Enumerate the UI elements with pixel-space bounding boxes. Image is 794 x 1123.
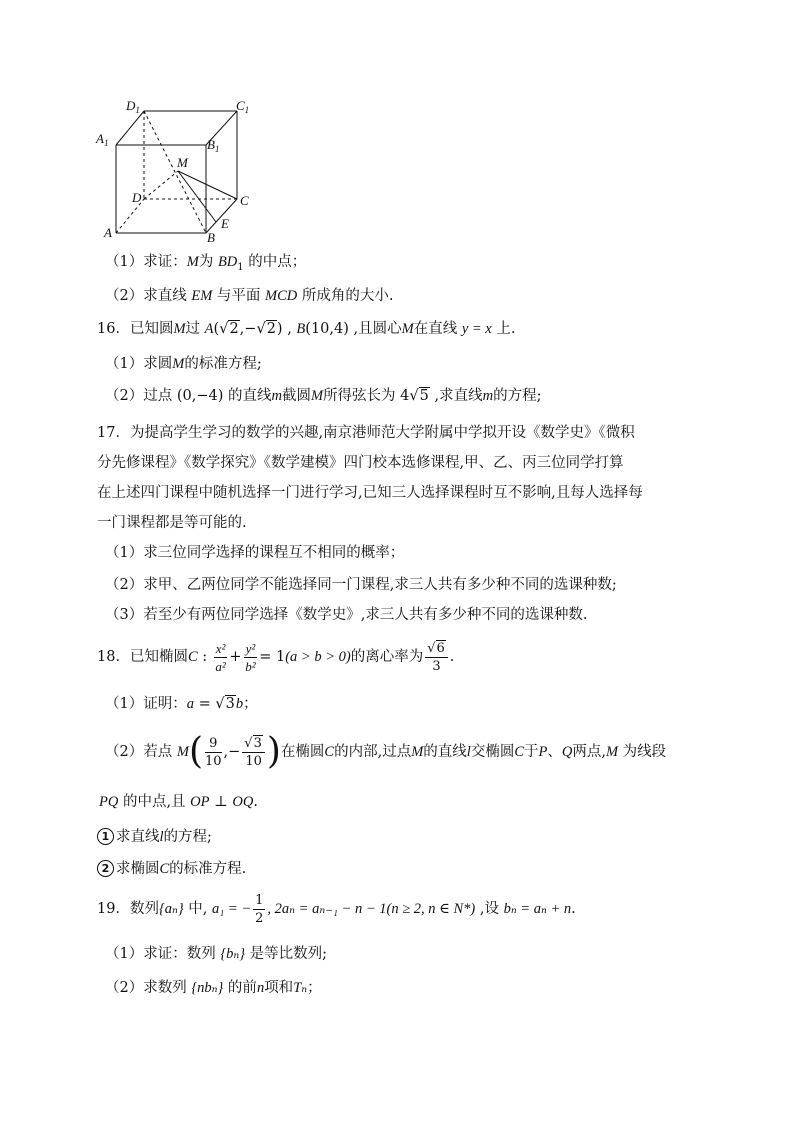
label-C1: $C_1$ [236,98,250,115]
q19-part2: （2）求数列 {nbₙ} 的前n项和Tₙ； [105,980,322,996]
cube-figure [92,95,262,245]
q17-part1: （1）求三位同学选择的课程互不相同的概率； [105,545,405,561]
frac-sqrt3-10: $\frac{√3}{10}$ [242,735,265,770]
q15-part1: （1）求证：M为 $BD_1$ 的中点； [105,254,307,273]
q19-stem: 19．数列{aₙ} 中, a₁ = − $\frac{1}{2}$ , 2aₙ = aₙ₋₁ − n − 1(n ≥ 2, n ∈ N*) ,设 bₙ = aₙ + n. [97,892,576,926]
frac-9-10: $\frac{9}{10}$ [204,735,222,769]
frac-y2-b2: $\frac{\text{y²}}{\text{b²}}$ [245,640,256,674]
q17-line1: 17．为提高学生学习的数学的兴趣,南京港师范大学附属中学拟开设《数学史》《微积 [97,425,635,441]
q16-part2: （2）过点 (0,−4) 的直线m截圆M所得弦长为 4√5 ,求直线m的方程; [105,388,542,404]
q18-sub1: 1 求直线l的方程; [97,827,212,847]
frac-x2-a2: $\frac{\text{x²}}{\text{a²}}$ [215,640,226,674]
q17-part3: （3）若至少有两位同学选择《数学史》,求三人共有多少种不同的选课种数. [105,607,588,623]
label-D1: $D_1$ [126,98,140,115]
q18-part1: （1）证明：a = √3b； [105,696,258,712]
frac-sqrt6-3: $\frac{√6}{3}$ [425,640,448,675]
label-M: M [177,155,188,170]
label-B1: $B_1$ [207,137,220,154]
q16-part1: （1）求圆M的标准方程; [105,356,262,372]
q17-part2: （2）求甲、乙两位同学不能选择同一门课程,求三人共有多少种不同的选课种数; [105,577,617,593]
q17-line2: 分先修课程》《数学探究》《数学建模》四门校本选修课程,甲、乙、丙三位同学打算 [97,455,624,471]
label-E: E [221,216,229,231]
q19-part1: （1）求证：数列 {bₙ} 是等比数列; [105,946,328,962]
q18-stem: 18．已知椭圆C : $\frac{\text{x²}}{\text{a²}}$ + $\frac{\text{y²}}{\text{b²}}$ = 1(a > b > 0)的离心率为 $\frac{√6}{3}$ . [97,640,455,674]
q17-line3: 在上述四门课程中随机选择一门进行学习,已知三人选择课程时互不影响,且每人选择每 [97,485,643,501]
q18-sub2: 2 求椭圆C的标准方程. [97,859,246,879]
label-A: A [104,225,112,240]
q18-part2-cont: PQ 的中点,且 OP ⊥ OQ. [99,794,258,810]
label-B: B [207,230,215,245]
label-A1: $A_1$ [96,131,109,148]
q16-stem: 16．已知圆M过 A(√2,−√2) , B(10,4) ,且圆心M在直线 y = x 上. [97,321,516,337]
frac-1-2: $\frac{1}{2}$ [255,892,264,926]
label-D: D [132,190,142,205]
label-C: C [240,193,249,208]
q17-line4: 一门课程都是等可能的. [97,515,247,531]
q15-part2: （2）求直线 EM 与平面 MCD 所成角的大小. [105,288,394,304]
q18-part2: （2）若点 M( $\frac{9}{10}$ ,− $\frac{√3}{10}$ )在椭圆C的内部,过点M的直线l交椭圆C于P、Q两点,M 为线段 [105,731,667,772]
